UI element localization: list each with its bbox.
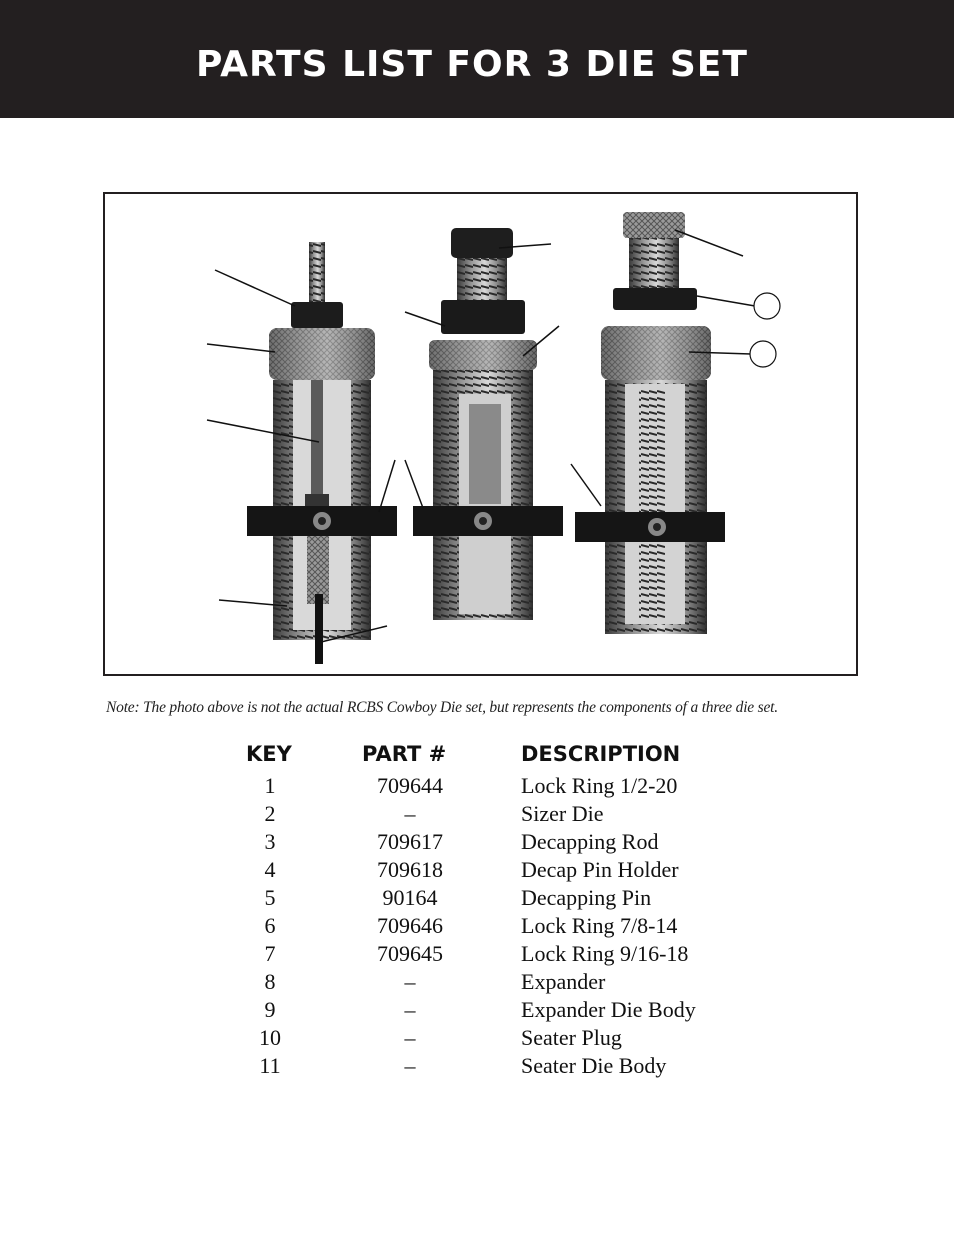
header-part: PART # <box>362 742 447 766</box>
table-row <box>240 969 760 997</box>
page-title: PARTS LIST FOR 3 DIE SET <box>196 44 748 85</box>
table-row <box>240 997 760 1025</box>
header-description: DESCRIPTION <box>521 742 681 766</box>
row-part: – <box>404 997 416 1022</box>
row-part: 709618 <box>377 857 443 882</box>
table-row <box>240 1025 760 1053</box>
row-key: 7 <box>264 941 276 966</box>
table-row <box>240 913 760 941</box>
row-key: 8 <box>264 969 276 994</box>
row-description: Lock Ring 7/8-14 <box>521 913 678 938</box>
row-part: – <box>404 969 416 994</box>
row-part: 709644 <box>377 773 443 798</box>
row-part: – <box>404 801 416 826</box>
table-row <box>240 801 760 829</box>
row-part: – <box>404 1025 416 1050</box>
callout-circle <box>754 293 780 319</box>
table-row <box>240 773 760 801</box>
row-part: 709617 <box>377 829 443 854</box>
expander-die <box>413 228 563 620</box>
row-description: Expander <box>521 969 606 994</box>
row-key: 2 <box>264 801 276 826</box>
row-key: 11 <box>259 1053 281 1078</box>
seater-die <box>575 212 725 634</box>
row-key: 4 <box>264 857 276 882</box>
table-row <box>240 941 760 969</box>
row-key: 3 <box>264 829 276 854</box>
row-description: Seater Plug <box>521 1025 622 1050</box>
row-key: 1 <box>264 773 276 798</box>
die-set-illustration <box>105 194 856 674</box>
table-row <box>240 857 760 885</box>
header-key: KEY <box>246 742 292 766</box>
callout-circle <box>750 341 776 367</box>
table-row <box>240 1053 760 1081</box>
photo-note: Note: The photo above is not the actual RCBS Cowboy Die set, but represents the components of a three die set. <box>106 699 778 716</box>
row-part: – <box>404 1053 416 1078</box>
row-key: 6 <box>264 913 276 938</box>
row-description: Lock Ring 9/16-18 <box>521 941 689 966</box>
sizer-die <box>247 242 397 664</box>
row-description: Decap Pin Holder <box>521 857 679 882</box>
row-description: Lock Ring 1/2-20 <box>521 773 678 798</box>
row-description: Expander Die Body <box>521 997 696 1022</box>
row-key: 9 <box>264 997 276 1022</box>
row-description: Decapping Rod <box>521 829 659 854</box>
row-part: 90164 <box>382 885 438 910</box>
row-part: 709645 <box>377 941 443 966</box>
row-description: Sizer Die <box>521 801 604 826</box>
table-row <box>240 885 760 913</box>
table-row <box>240 829 760 857</box>
row-part: 709646 <box>377 913 443 938</box>
row-key: 5 <box>264 885 276 910</box>
row-key: 10 <box>259 1025 281 1050</box>
row-description: Seater Die Body <box>521 1053 667 1078</box>
row-description: Decapping Pin <box>521 885 652 910</box>
page-header <box>0 0 954 118</box>
die-set-photo <box>103 192 858 676</box>
